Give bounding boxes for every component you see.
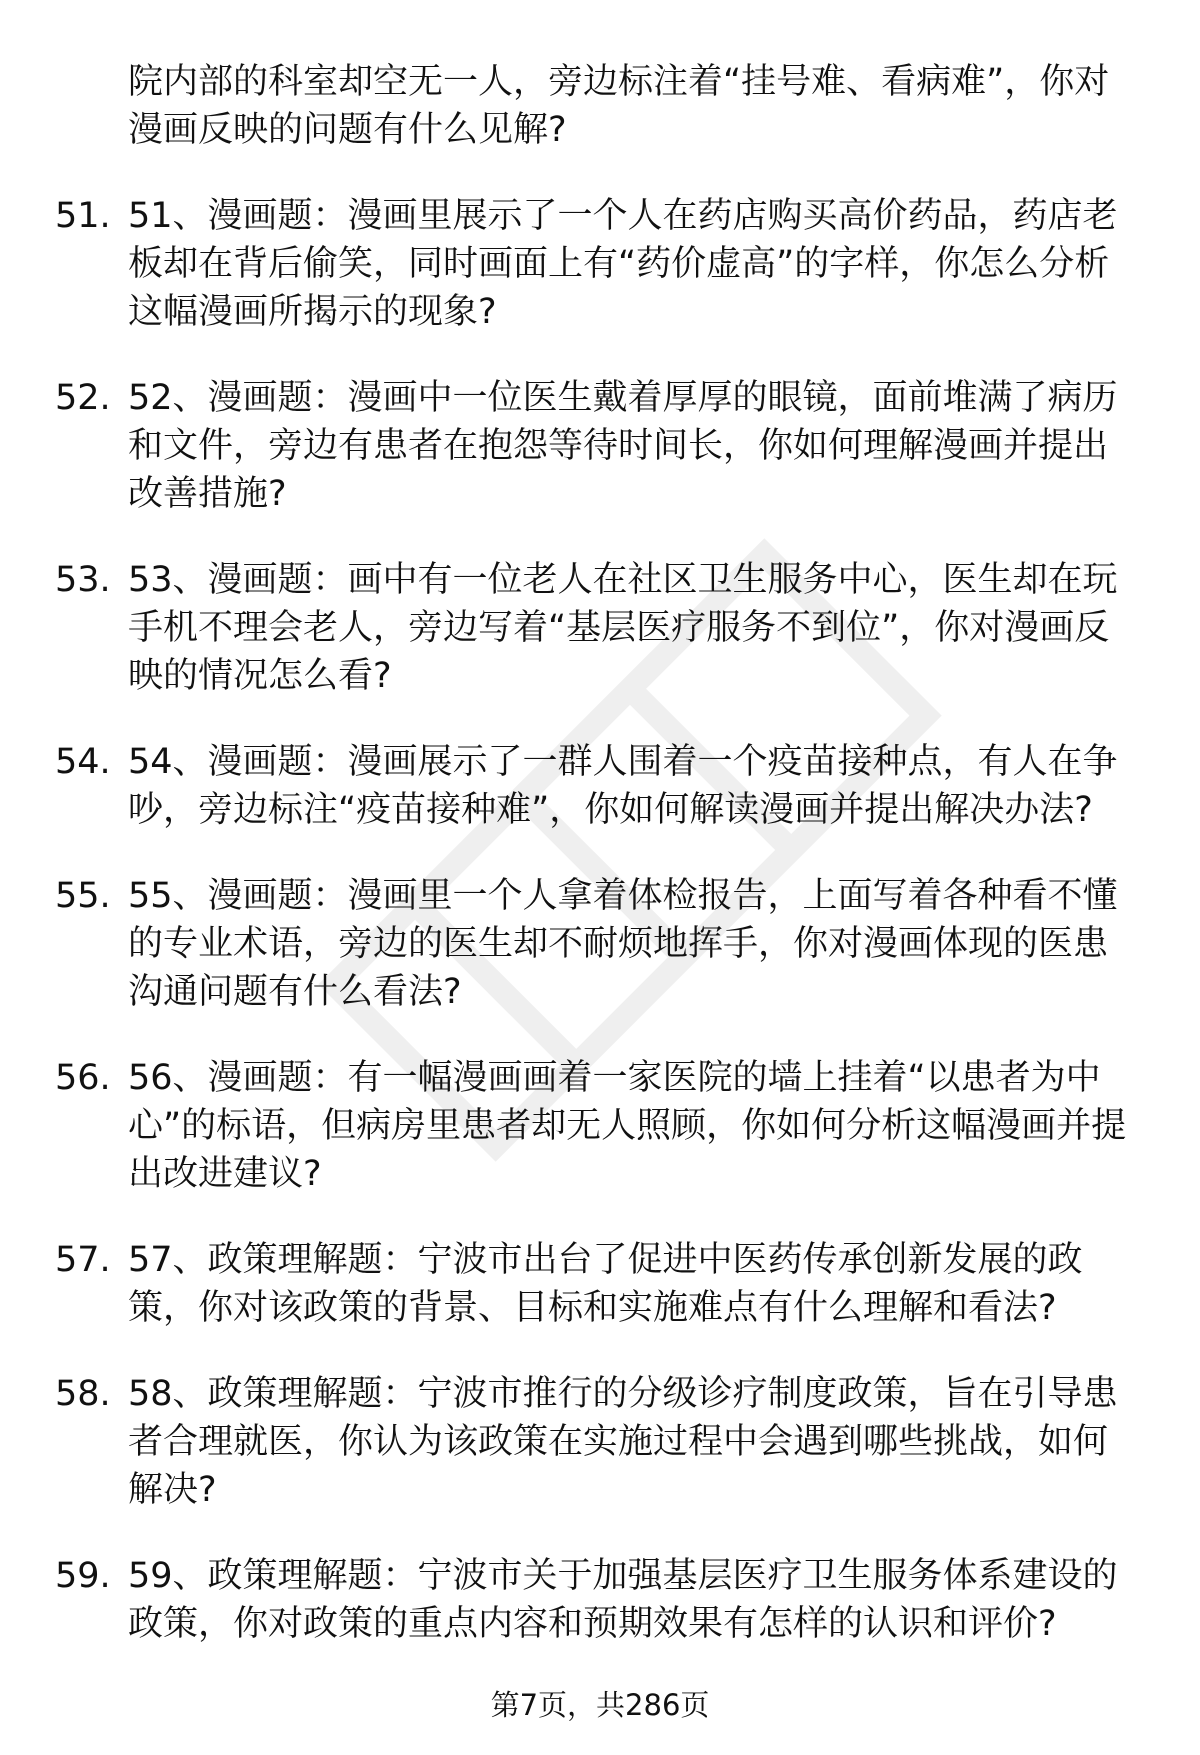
item-number: 58.: [55, 1374, 111, 1414]
item-text: 56、漫画题：有一幅漫画画着一家医院的墙上挂着“以患者为中心”的标语，但病房里患者却无人照顾，你如何分析这幅漫画并提出改进建议?: [128, 1058, 1127, 1194]
list-item: [0, 556, 1200, 700]
list-item: [0, 374, 1200, 518]
list-item: [0, 1552, 1200, 1648]
list-item: [0, 192, 1200, 336]
item-number: 55.: [55, 876, 111, 916]
item-number: 54.: [55, 742, 111, 782]
item-number: 59.: [55, 1556, 111, 1596]
item-number: 52.: [55, 378, 111, 418]
item-number: 56.: [55, 1058, 111, 1098]
item-text: 59、政策理解题：宁波市关于加强基层医疗卫生服务体系建设的政策，你对政策的重点内容和预期效果有怎样的认识和评价?: [128, 1556, 1118, 1644]
continued-question-text: 院内部的科室却空无一人，旁边标注着“挂号难、看病难”，你对漫画反映的问题有什么见解?: [128, 62, 1110, 150]
item-text: 55、漫画题：漫画里一个人拿着体检报告，上面写着各种看不懂的专业术语，旁边的医生却不耐烦地挥手，你对漫画体现的医患沟通问题有什么看法?: [128, 876, 1118, 1012]
item-text: 54、漫画题：漫画展示了一群人围着一个疫苗接种点，有人在争吵，旁边标注“疫苗接种难”，你如何解读漫画并提出解决办法?: [128, 742, 1118, 830]
list-item: [0, 738, 1200, 834]
list-item: [0, 1236, 1200, 1332]
list-item: [0, 872, 1200, 1016]
question-list: [0, 58, 1200, 1686]
item-text: 53、漫画题：画中有一位老人在社区卫生服务中心，医生却在玩手机不理会老人，旁边写着“基层医疗服务不到位”，你对漫画反映的情况怎么看?: [128, 560, 1118, 696]
item-number: 51.: [55, 196, 111, 236]
item-number: 57.: [55, 1240, 111, 1280]
item-text: 51、漫画题：漫画里展示了一个人在药店购买高价药品，药店老板却在背后偷笑，同时画面上有“药价虚高”的字样，你怎么分析这幅漫画所揭示的现象?: [128, 196, 1118, 332]
list-item: [0, 1370, 1200, 1514]
item-number: 53.: [55, 560, 111, 600]
list-item: [0, 1054, 1200, 1198]
page-footer: 第7页，共286页: [490, 1688, 710, 1722]
item-text: 58、政策理解题：宁波市推行的分级诊疗制度政策，旨在引导患者合理就医，你认为该政策在实施过程中会遇到哪些挑战，如何解决?: [128, 1374, 1118, 1510]
item-text: 52、漫画题：漫画中一位医生戴着厚厚的眼镜，面前堆满了病历和文件，旁边有患者在抱怨等待时间长，你如何理解漫画并提出改善措施?: [128, 378, 1118, 514]
item-text: 57、政策理解题：宁波市出台了促进中医药传承创新发展的政策，你对该政策的背景、目标和实施难点有什么理解和看法?: [128, 1240, 1083, 1328]
